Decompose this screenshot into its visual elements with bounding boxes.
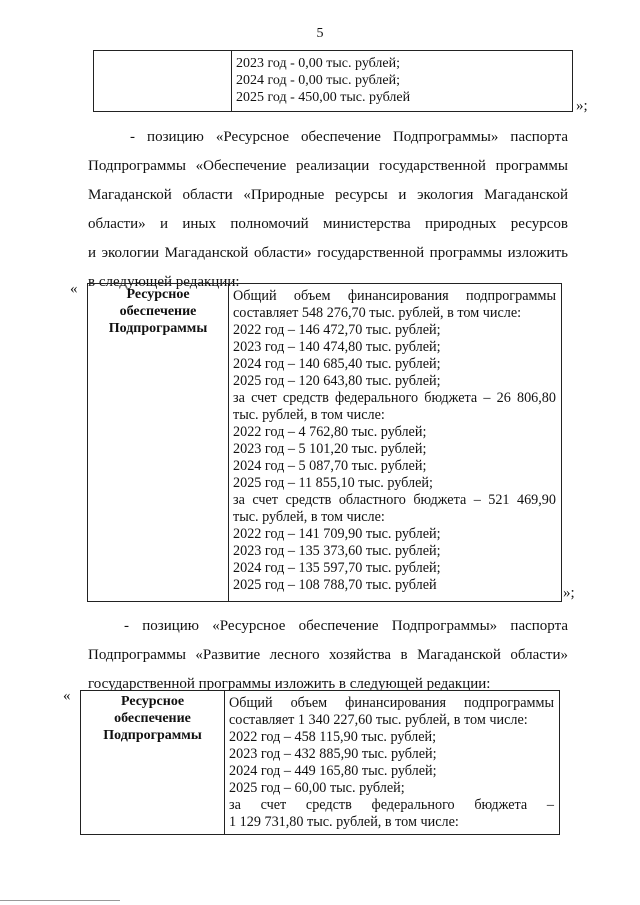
- resource-label: Ресурсное обеспечение Подпрограммы: [108, 287, 208, 336]
- table-line: 2023 год – 140 474,80 тыс. рублей;: [233, 339, 441, 355]
- table-line: 2025 год – 120 643,80 тыс. рублей;: [233, 373, 441, 389]
- table-line: составляет 548 276,70 тыс. рублей, в том числе:: [233, 305, 522, 321]
- table-line: 2025 год – 108 788,70 тыс. рублей: [233, 577, 437, 593]
- paragraph-line: и экологии Магаданской области» государственной программы изложить: [88, 245, 568, 261]
- paragraph-2: [88, 612, 568, 699]
- page-number: 5: [316, 26, 324, 41]
- table-line: 2025 год – 60,00 тыс. рублей;: [229, 780, 405, 796]
- table-line: Общий объем финансирования подпрограммы: [229, 695, 554, 711]
- table-line: за счет средств федерального бюджета – 26 806,80: [233, 390, 556, 406]
- open-quote: «: [63, 688, 71, 704]
- resource-label-cell: [81, 691, 225, 834]
- table-line: 1 129 731,80 тыс. рублей, в том числе:: [229, 814, 459, 830]
- table-line: тыс. рублей, в том числе:: [233, 509, 385, 525]
- table-line: 2024 год – 5 087,70 тыс. рублей;: [233, 458, 427, 474]
- table-line: 2022 год – 458 115,90 тыс. рублей;: [229, 729, 437, 745]
- paragraph-line: - позицию «Ресурсное обеспечение Подпрограммы» паспорта: [124, 618, 568, 634]
- paragraph-line: области» и иных полномочий министерства природных ресурсов: [88, 216, 568, 232]
- table-line: 2024 год – 135 597,70 тыс. рублей;: [233, 560, 441, 576]
- open-quote: «: [70, 281, 78, 297]
- table-line: 2023 год – 432 885,90 тыс. рублей;: [229, 746, 437, 762]
- resource-value-cell: [225, 691, 558, 834]
- resource-value-cell: [229, 284, 560, 601]
- paragraph-line: в следующей редакции:: [88, 274, 240, 290]
- footer-divider: [0, 900, 120, 901]
- table-line: 2024 год - 0,00 тыс. рублей;: [236, 73, 401, 88]
- paragraph-line: Подпрограммы «Обеспечение реализации государственной программы: [88, 158, 568, 174]
- table-line: 2024 год – 449 165,80 тыс. рублей;: [229, 763, 437, 779]
- table-line: 2024 год – 140 685,40 тыс. рублей;: [233, 356, 441, 372]
- paragraph-line: Подпрограммы «Развитие лесного хозяйства в Магаданской области»: [88, 647, 568, 663]
- table-line: 2022 год – 141 709,90 тыс. рублей;: [233, 526, 441, 542]
- paragraph-line: Магаданской области «Природные ресурсы и экология Магаданской: [88, 187, 568, 203]
- table-line: составляет 1 340 227,60 тыс. рублей, в том числе:: [229, 712, 528, 728]
- resource-label: Ресурсное обеспечение Подпрограммы: [103, 694, 202, 743]
- table-line: 2025 год - 450,00 тыс. рублей: [236, 90, 411, 105]
- closing-quote: »;: [563, 585, 575, 601]
- table-line: 2025 год – 11 855,10 тыс. рублей;: [233, 475, 433, 491]
- paragraph-line: государственной программы изложить в следующей редакции:: [88, 676, 491, 692]
- table-line: 2023 год – 135 373,60 тыс. рублей;: [233, 543, 441, 559]
- table-continuation: [93, 50, 573, 112]
- resource-label-cell: [88, 284, 229, 601]
- resource-table-2: [80, 690, 560, 835]
- table-left-cell-empty: [94, 51, 232, 111]
- table-line: 2022 год – 4 762,80 тыс. рублей;: [233, 424, 427, 440]
- table-line: Общий объем финансирования подпрограммы: [233, 288, 556, 304]
- table-line: 2022 год – 146 472,70 тыс. рублей;: [233, 322, 441, 338]
- table-right-cell: [232, 51, 571, 111]
- table-line: 2023 год – 5 101,20 тыс. рублей;: [233, 441, 427, 457]
- closing-quote: »;: [576, 98, 588, 114]
- paragraph-1: [88, 123, 568, 297]
- paragraph-line: - позицию «Ресурсное обеспечение Подпрограммы» паспорта: [130, 129, 568, 145]
- resource-table-1: [87, 283, 562, 602]
- table-line: за счет средств областного бюджета – 521 469,90: [233, 492, 556, 508]
- table-line: тыс. рублей, в том числе:: [233, 407, 385, 423]
- table-line: за счет средств федерального бюджета –: [229, 797, 554, 813]
- table-line: 2023 год - 0,00 тыс. рублей;: [236, 56, 401, 71]
